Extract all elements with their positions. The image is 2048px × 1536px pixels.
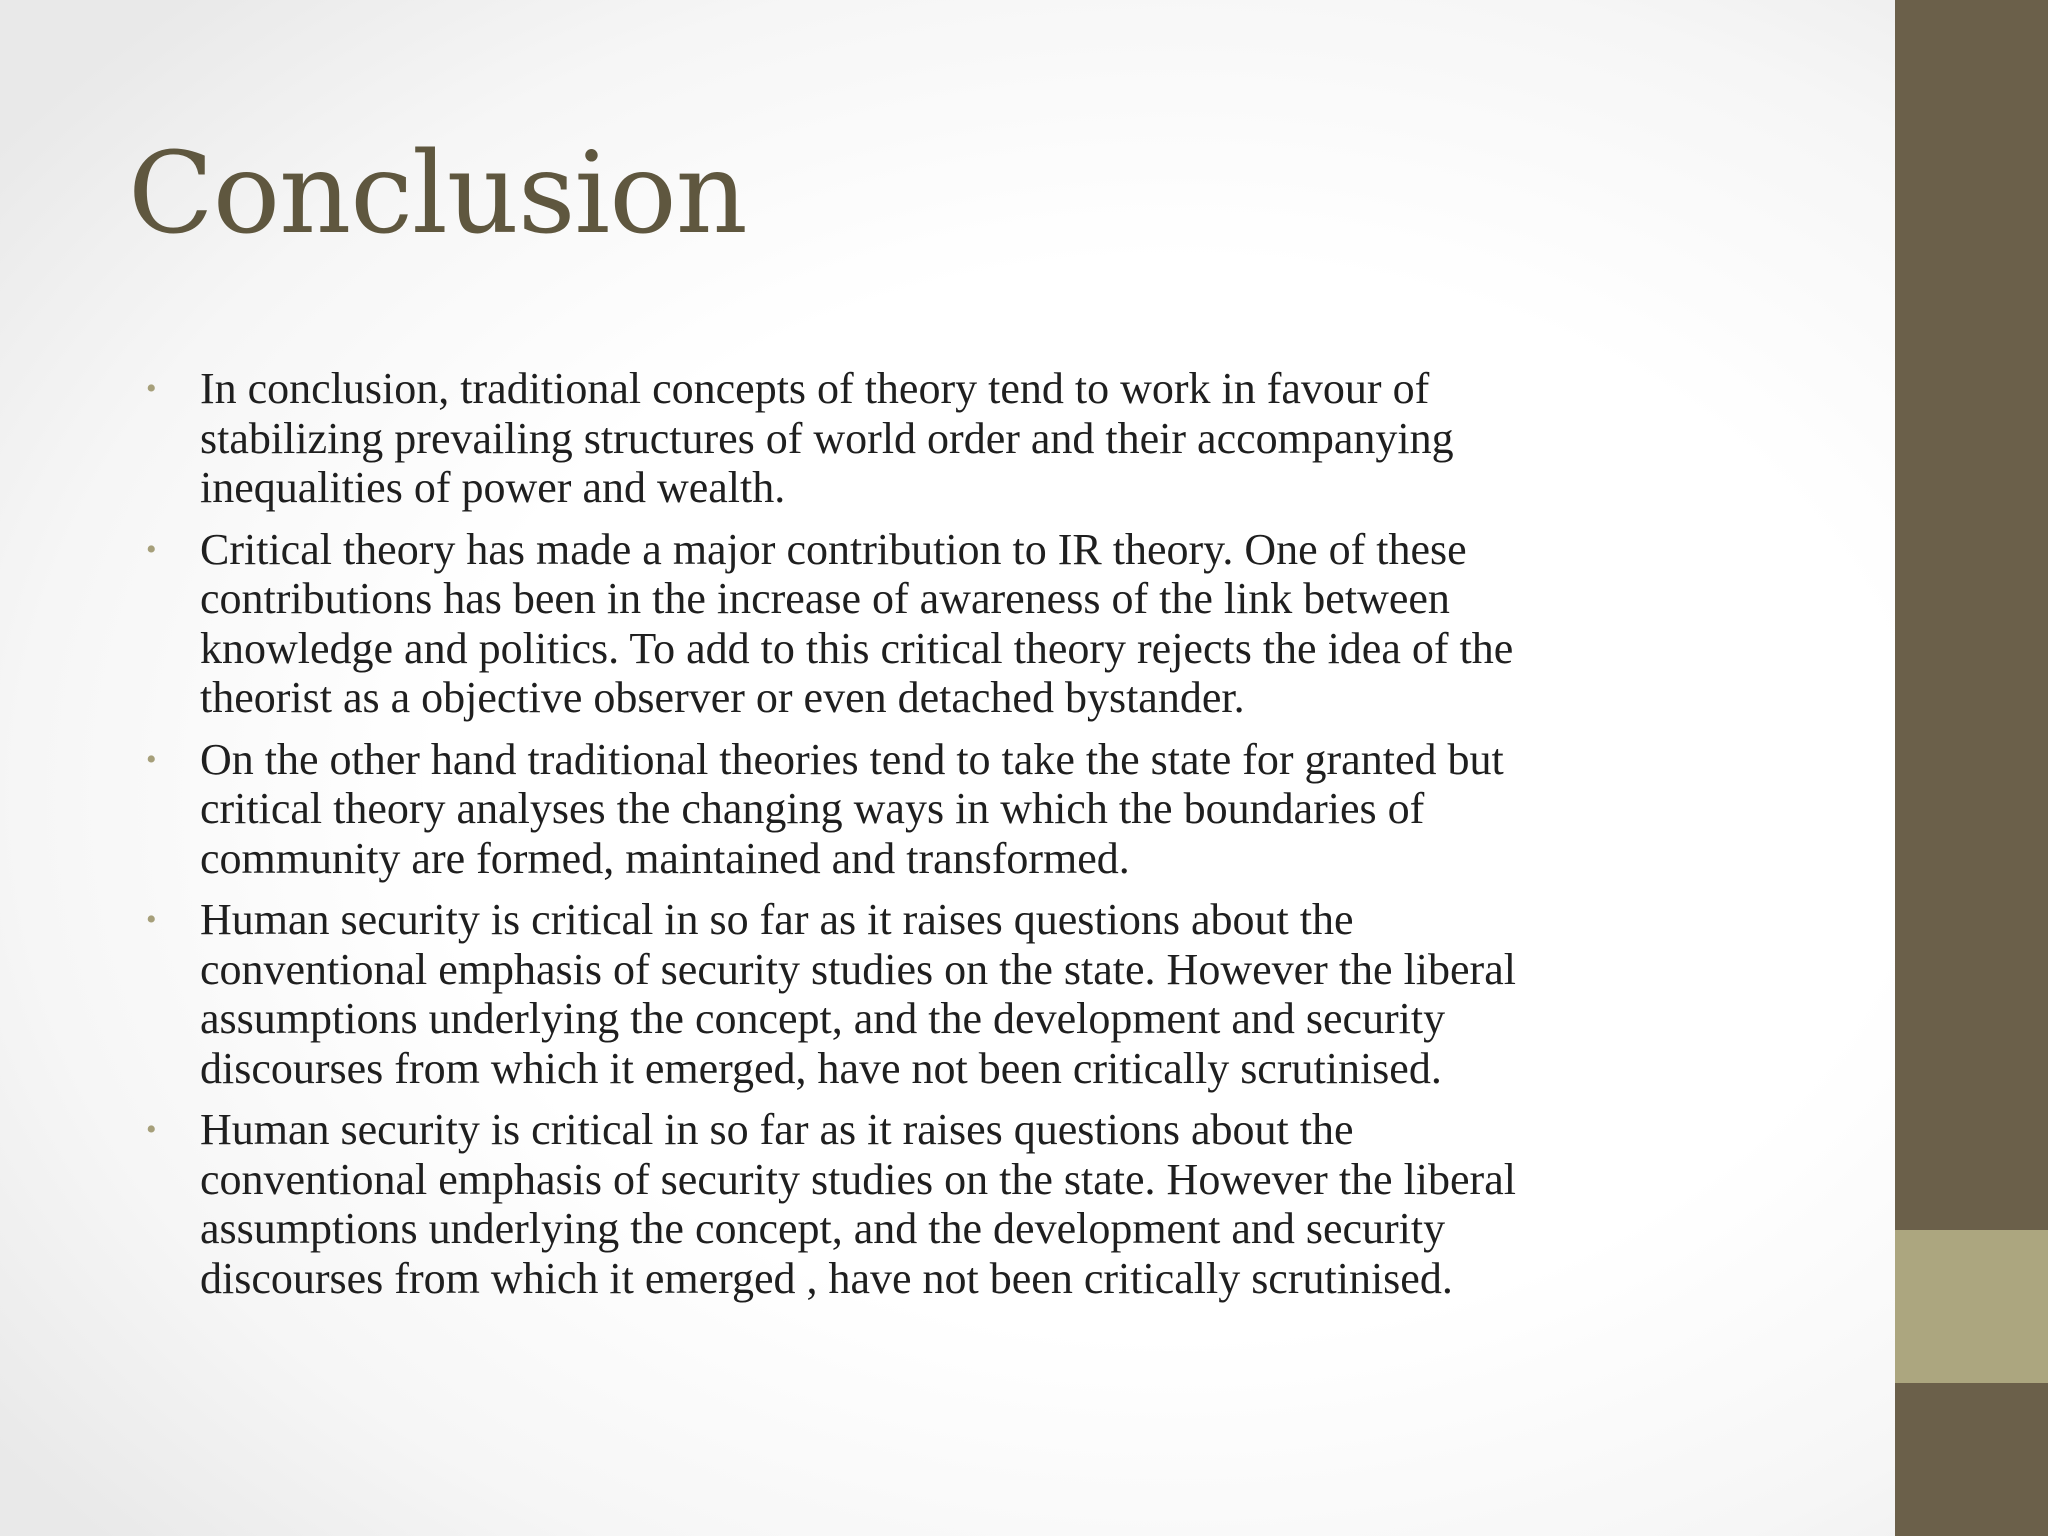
bullet-item — [140, 895, 1740, 1093]
bullet-dot-icon: • — [146, 1113, 157, 1146]
bullet-item — [140, 1105, 1740, 1303]
bullet-text: On the other hand traditional theories tend to take the state for granted but critical theory analyses the changing ways in which the boundaries of community are formed, maintained and transformed. — [200, 734, 1504, 883]
bullet-dot-icon: • — [146, 372, 157, 405]
bullet-list — [140, 364, 1740, 1315]
bullet-text: Critical theory has made a major contribution to IR theory. One of these contributions has been in the increase of awareness of the link between knowledge and politics. To add to this critical theory rejects the idea of the theorist as a objective observer or even detached bystander. — [200, 524, 1514, 722]
bullet-text: Human security is critical in so far as it raises questions about the conventional emphasis of security studies on the state. However the liberal assumptions underlying the concept, and the development and security discourses from which it emerged , have not been critically scrutinised. — [200, 1105, 1516, 1303]
bullet-dot-icon: • — [146, 742, 157, 776]
bullet-item — [140, 364, 1740, 513]
bullet-text: In conclusion, traditional concepts of theory tend to work in favour of stabilizing prevailing structures of world order and their accompanying inequalities of power and wealth. — [200, 364, 1454, 512]
bullet-item — [140, 525, 1740, 723]
slide-title: Conclusion — [128, 129, 747, 259]
bullet-text: Human security is critical in so far as it raises questions about the conventional emphasis of security studies on the state. However the liberal assumptions underlying the concept, and the development and security discourses from which it emerged, have not been critically scrutinised. — [200, 895, 1516, 1093]
bullet-dot-icon: • — [146, 532, 157, 566]
decorative-sidebar-accent — [1895, 1230, 2048, 1383]
bullet-dot-icon: • — [146, 903, 157, 936]
bullet-item — [140, 735, 1740, 884]
